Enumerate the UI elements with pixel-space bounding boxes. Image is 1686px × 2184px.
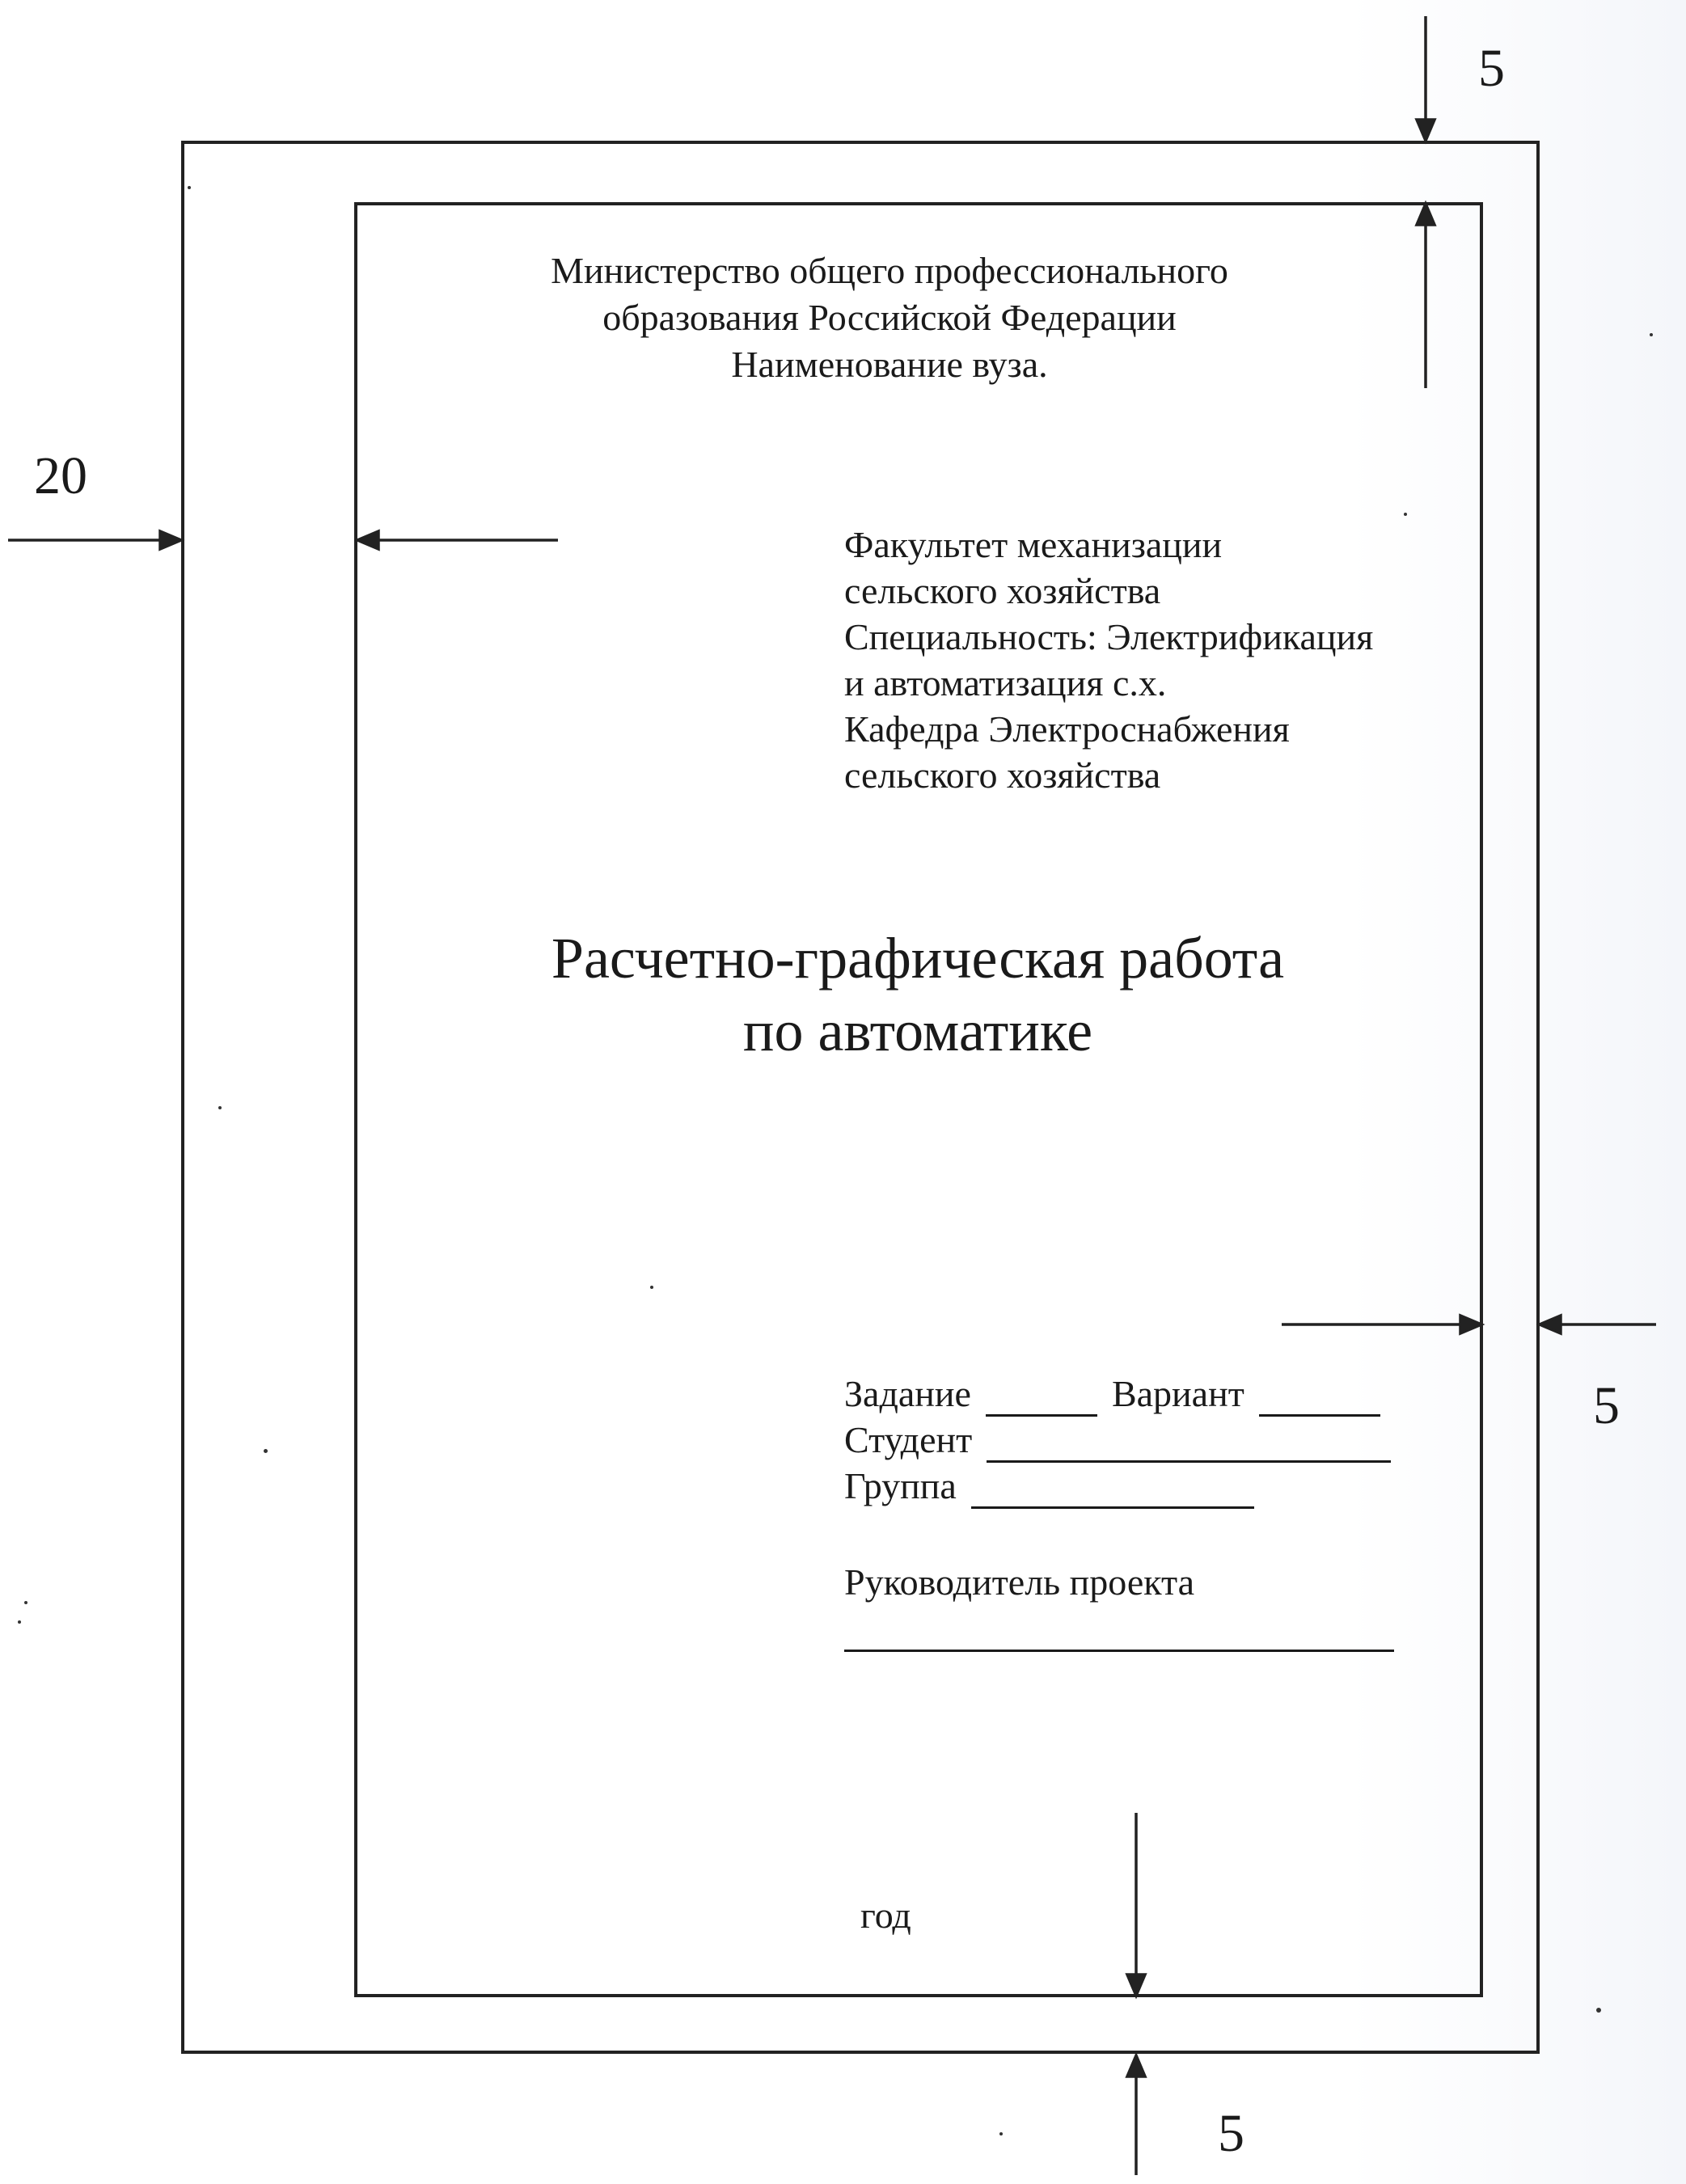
ministry-line: Министерство общего профессионального: [551, 250, 1228, 291]
variant-blank[interactable]: [1259, 1382, 1380, 1417]
group-row: [844, 1463, 1391, 1509]
faculty-line: Факультет механизации: [844, 524, 1223, 565]
group-blank[interactable]: [971, 1474, 1254, 1509]
department-line: сельского хозяйства: [844, 754, 1161, 796]
scan-speck: [650, 1286, 653, 1289]
work-title-line: Расчетно-графическая работа: [551, 926, 1285, 991]
scan-speck: [999, 2132, 1003, 2135]
student-row: [844, 1417, 1391, 1463]
title-page-inner-frame: [354, 202, 1483, 1997]
scan-speck: [1596, 2008, 1601, 2013]
right-margin-value: 5: [1593, 1376, 1620, 1435]
variant-label: Вариант: [1111, 1373, 1244, 1414]
bottom-margin-value: 5: [1218, 2104, 1244, 2163]
scan-speck: [218, 1106, 222, 1109]
scan-speck: [264, 1449, 268, 1453]
year-label: год: [860, 1895, 911, 1936]
specialty-line: и автоматизация с.х.: [844, 662, 1167, 703]
scan-speck: [188, 186, 191, 189]
task-variant-row: [844, 1371, 1391, 1417]
faculty-line: сельского хозяйства: [844, 570, 1161, 611]
scan-speck: [1404, 513, 1407, 516]
work-title-line: по автоматике: [742, 999, 1093, 1063]
scan-speck: [18, 1620, 21, 1624]
group-label: Группа: [844, 1465, 957, 1506]
task-label: Задание: [844, 1373, 971, 1414]
ministry-header: [437, 247, 1342, 388]
student-label: Студент: [844, 1419, 973, 1460]
left-margin-value: 20: [34, 446, 87, 505]
specialty-line: Специальность: Электрификация: [844, 616, 1374, 657]
task-blank[interactable]: [986, 1382, 1097, 1417]
student-fields: [844, 1371, 1391, 1509]
student-blank[interactable]: [987, 1428, 1391, 1463]
project-leader-blank[interactable]: [844, 1650, 1394, 1652]
university-name-line: Наименование вуза.: [731, 344, 1048, 385]
project-leader-label: Руководитель проекта: [844, 1561, 1195, 1603]
department-line: Кафедра Электроснабжения: [844, 708, 1290, 750]
scan-speck: [1650, 333, 1653, 336]
ministry-line: образования Российской Федерации: [602, 297, 1177, 338]
scan-speck: [24, 1601, 27, 1604]
faculty-block: [844, 522, 1373, 798]
top-margin-value: 5: [1478, 39, 1505, 98]
work-title: [437, 922, 1399, 1067]
